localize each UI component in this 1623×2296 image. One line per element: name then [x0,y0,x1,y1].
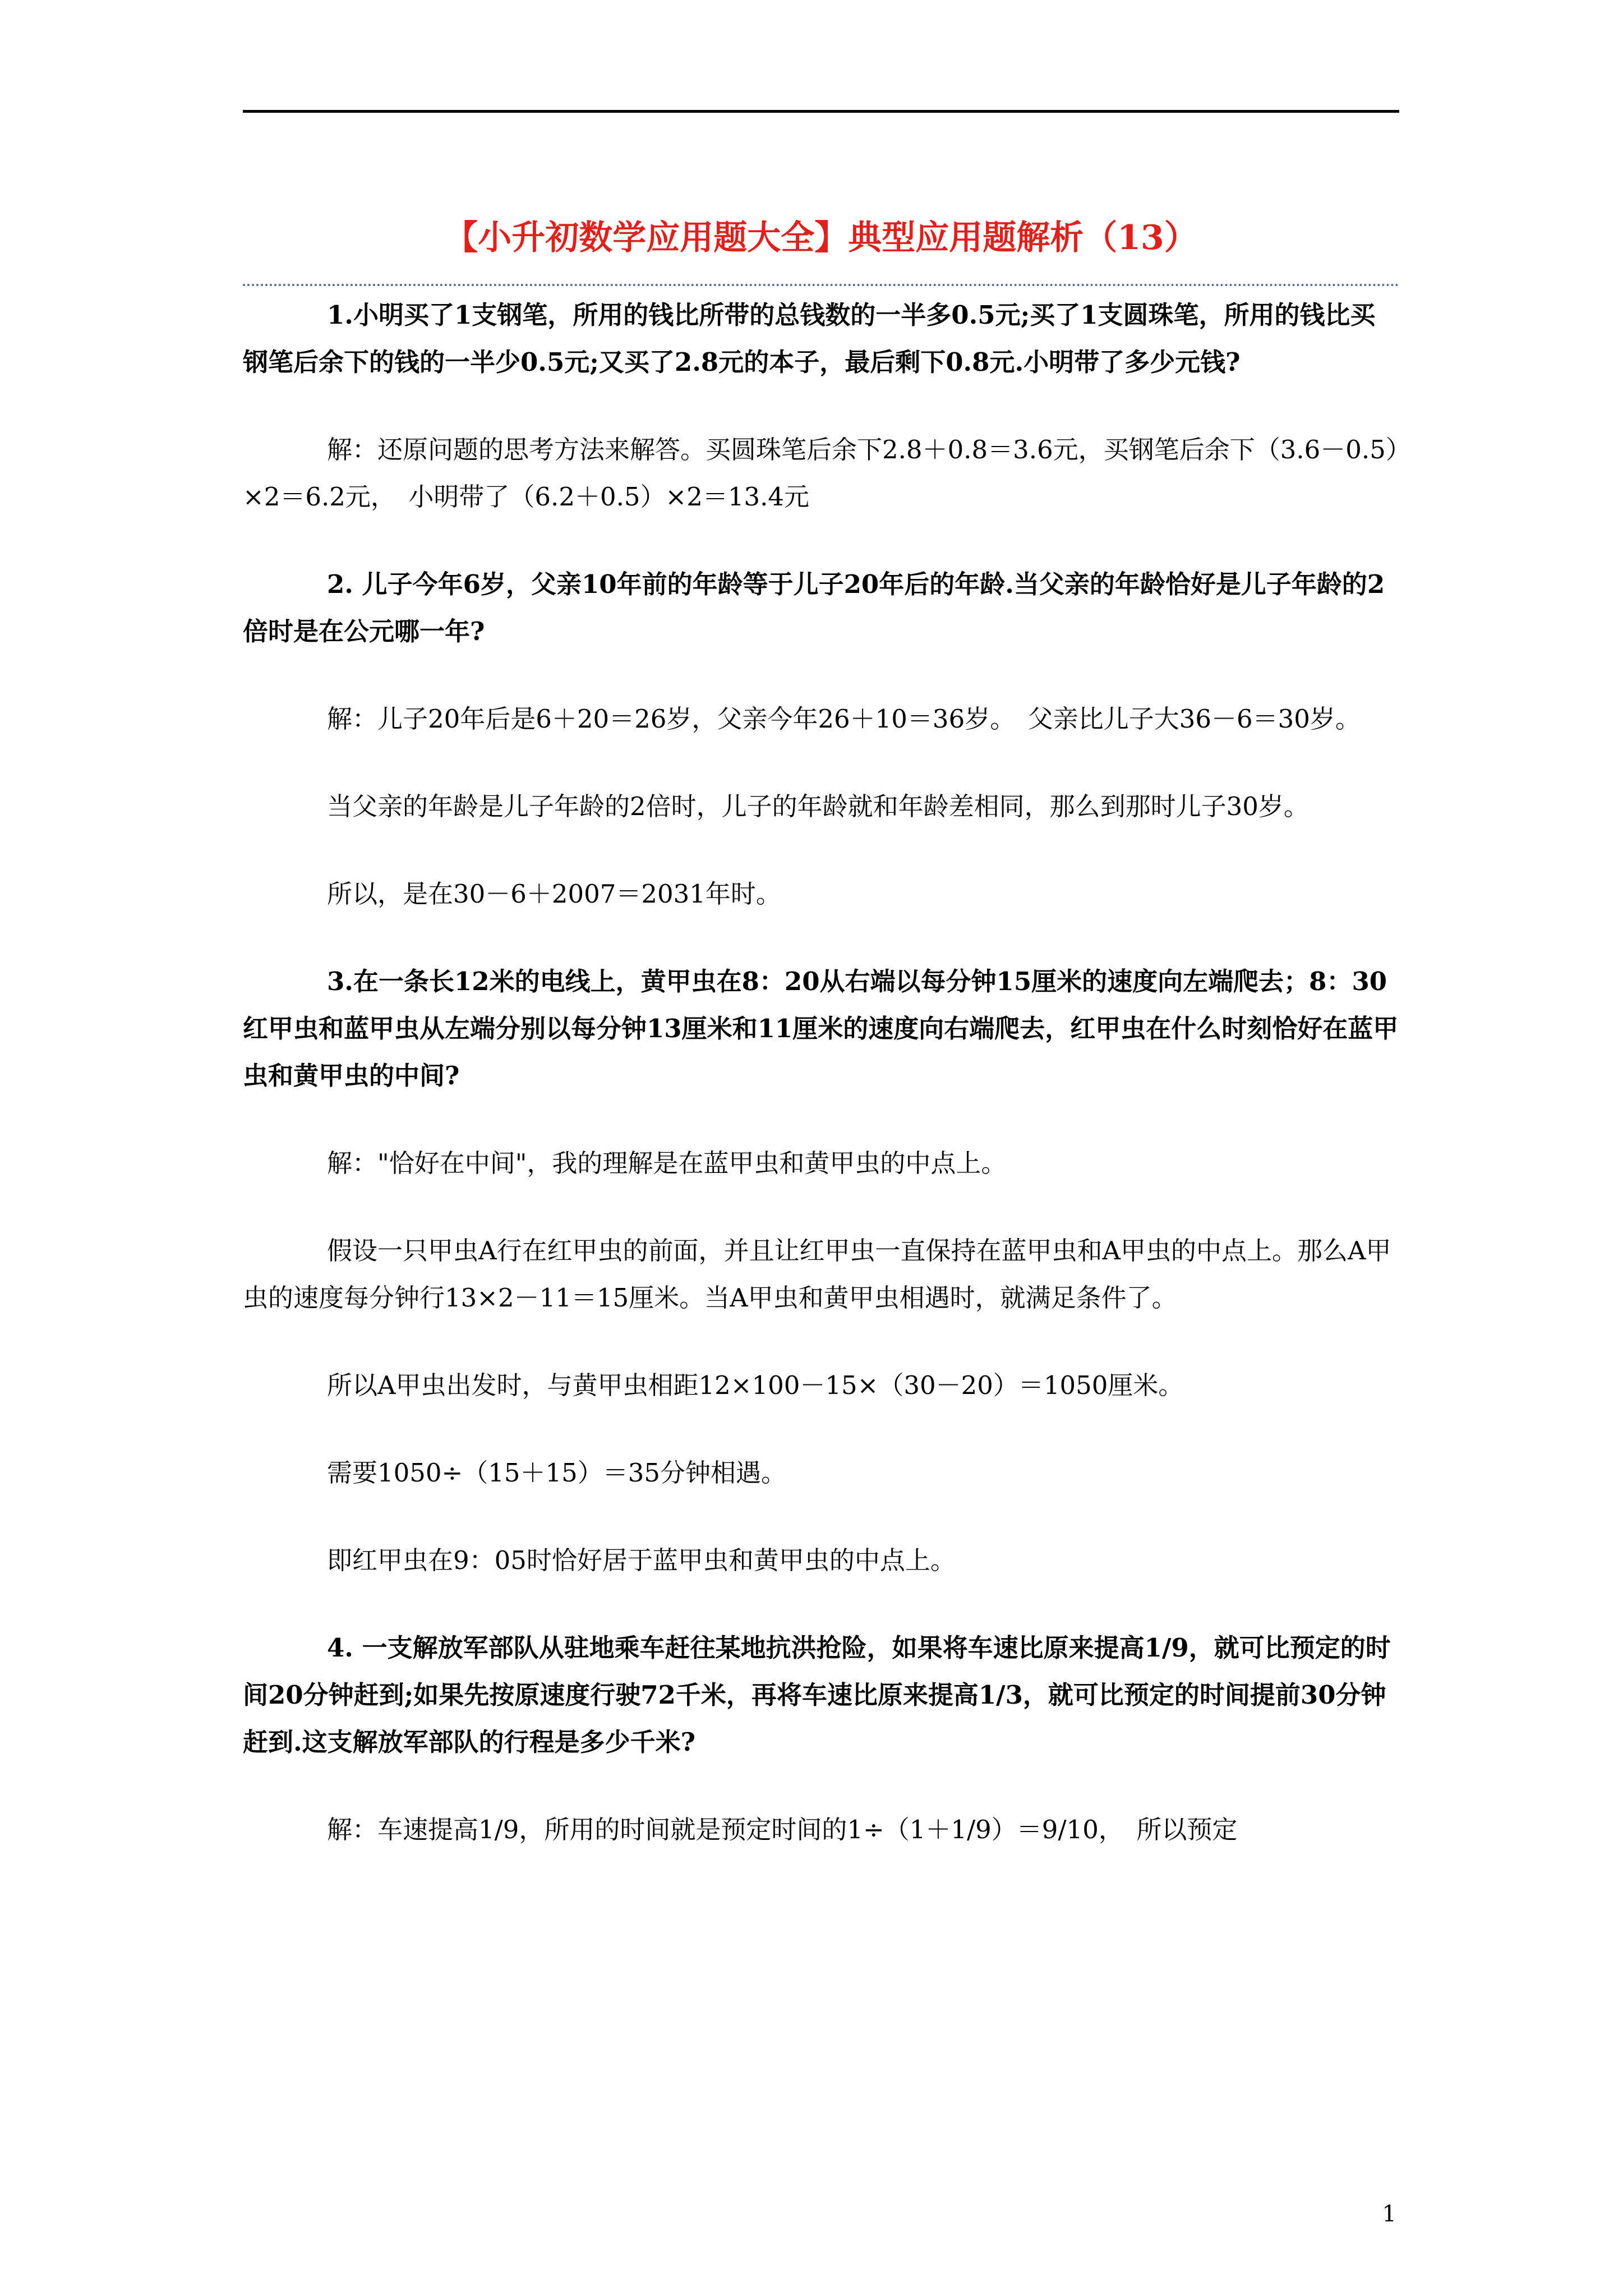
answer-4: 解：车速提高1/9，所用的时间就是预定时间的1÷（1＋1/9）＝9/10， 所以预定 [327,1815,1238,1844]
question-1: 1.小明买了1支钢笔，所用的钱比所带的总钱数的一半多0.5元;买了1支圆珠笔，所用的钱比买钢笔后余下的钱的一半少0.5元;又买了2.8元的本子，最后剩下0.8元.小明带了多少元钱? [243,300,1376,377]
question-2: 2. 儿子今年6岁，父亲10年前的年龄等于儿子20年后的年龄.当父亲的年龄恰好是儿子年龄的2倍时是在公元哪一年? [243,569,1385,646]
question-3: 3.在一条长12米的电线上，黄甲虫在8：20从右端以每分钟15厘米的速度向左端爬去；8：30红甲虫和蓝甲虫从左端分别以每分钟13厘米和11厘米的速度向右端爬去，红甲虫在什么时刻恰好在蓝甲虫和黄甲虫的中间? [243,967,1399,1091]
answer-3-part-4: 需要1050÷（15＋15）＝35分钟相遇。 [327,1458,787,1488]
answer-3-part-3: 所以A甲虫出发时，与黄甲虫相距12×100－15×（30－20）＝1050厘米。 [327,1370,1184,1400]
answer-3-part-5: 即红甲虫在9：05时恰好居于蓝甲虫和黄甲虫的中点上。 [327,1545,956,1575]
answer-3-part-1: 解："恰好在中间"，我的理解是在蓝甲虫和黄甲虫的中点上。 [327,1148,1007,1178]
answer-3-part-2: 假设一只甲虫A行在红甲虫的前面，并且让红甲虫一直保持在蓝甲虫和A甲虫的中点上。那么A甲虫的速度每分钟行13×2－11＝15厘米。当A甲虫和黄甲虫相遇时，就满足条件了。 [243,1236,1391,1313]
answer-2-part-3: 所以，是在30－6＋2007＝2031年时。 [327,879,781,909]
page-number: 1 [1382,2201,1396,2227]
answer-1: 解：还原问题的思考方法来解答。买圆珠笔后余下2.8＋0.8＝3.6元，买钢笔后余下（3.6－0.5）×2＝6.2元， 小明带了（6.2＋0.5）×2＝13.4元 [243,435,1399,512]
header-rule [243,110,1399,113]
title-divider [243,284,1399,286]
question-4: 4. 一支解放军部队从驻地乘车赶往某地抗洪抢险，如果将车速比原来提高1/9，就可比预定的时间20分钟赶到;如果先按原速度行驶72千米，再将车速比原来提高1/3，就可比预定的时间提前30分钟赶到.这支解放军部队的行程是多少千米? [243,1633,1391,1757]
document-title: 【小升初数学应用题大全】典型应用题解析（13） [444,218,1198,257]
document-body [243,292,1399,1853]
answer-2-part-2: 当父亲的年龄是儿子年龄的2倍时，儿子的年龄就和年龄差相同，那么到那时儿子30岁。 [327,792,1309,821]
answer-2-part-1: 解：儿子20年后是6＋20＝26岁，父亲今年26＋10＝36岁。 父亲比儿子大36－6＝30岁。 [327,704,1361,734]
